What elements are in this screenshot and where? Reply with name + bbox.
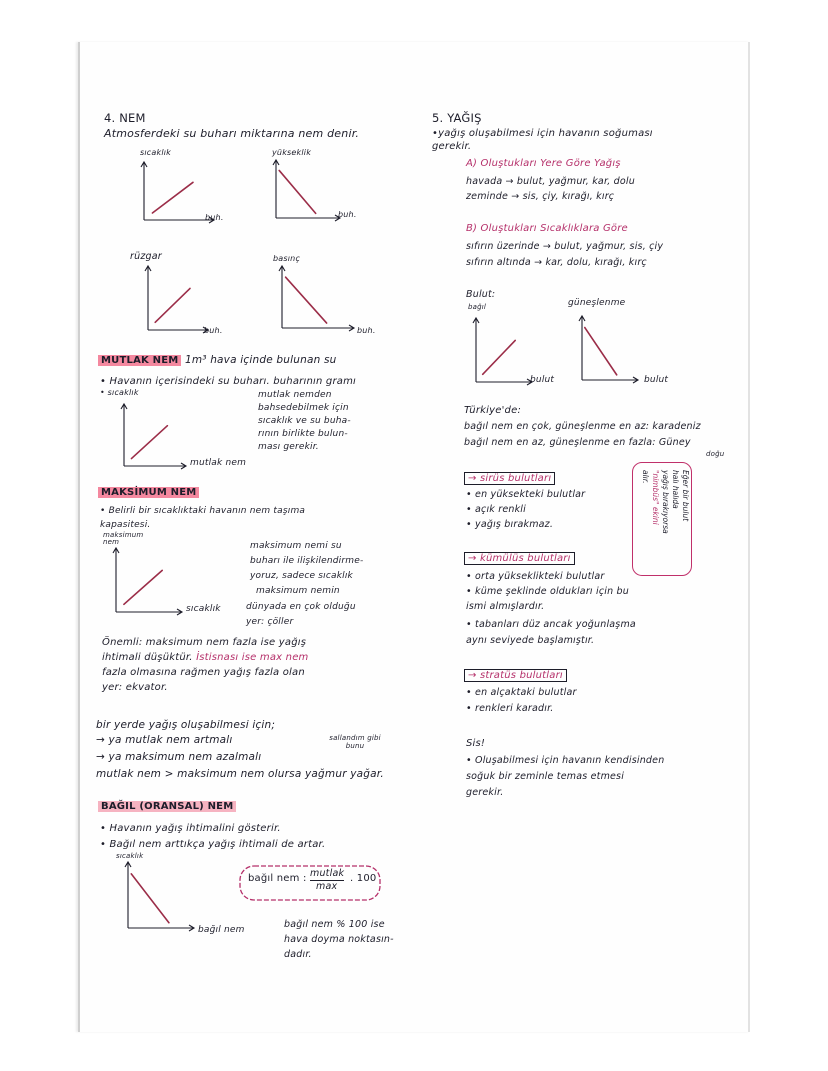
yagis-condition: mutlak nem > maksimum nem olursa yağmur yağar. <box>96 768 384 780</box>
onemli-text: ihtimali düşüktür. <box>102 652 193 663</box>
nimbus-note: halı halıda <box>671 470 680 509</box>
formula-multiplier: . 100 <box>350 873 377 884</box>
graph-trend-line <box>286 277 327 323</box>
stratus-line: • renkleri karadır. <box>466 703 554 714</box>
graph-trend-line <box>152 182 193 213</box>
onemli-exception: İstisnası ise max nem <box>196 652 309 663</box>
nimbus-note: alır. <box>641 470 650 484</box>
graph-xlabel: bulut <box>644 375 669 385</box>
graph-ylabel: bağıl <box>468 303 487 311</box>
kumulus-line: • orta yükseklikteki bulutlar <box>466 571 605 582</box>
maksimum-note: maksimum nemi su <box>250 541 342 551</box>
mutlak-bullet: • Havanın içerisindeki su buharı. buharının gramı <box>100 376 357 387</box>
sirus-line: • yağış bırakmaz. <box>466 519 554 530</box>
graph-xlabel: buh. <box>204 326 223 335</box>
formula-denominator: max <box>316 881 338 892</box>
onemli-line: Önemli: maksimum nem fazla ise yağış <box>102 637 307 648</box>
graph-xlabel: buh. <box>205 213 224 222</box>
turkiye-line: bağıl nem en çok, güneşlenme en az: karadeniz <box>464 421 701 432</box>
maksimum-note: dünyada en çok olduğu <box>246 602 356 612</box>
kumulus-line: • küme şeklinde oldukları için bu <box>466 586 629 597</box>
mutlak-nem-title: MUTLAK NEM <box>98 355 181 366</box>
kumulus-line: ismi almışlardır. <box>466 601 545 612</box>
bagil-note: hava doyma noktasın- <box>284 934 394 945</box>
bagil-note: bağıl nem % 100 ise <box>284 919 385 930</box>
nimbus-note: yağış bırakıyorsa <box>661 470 670 534</box>
yagis-condition: → ya mutlak nem artmalı <box>96 734 233 746</box>
graph-trend-line <box>483 340 515 374</box>
graph-trend-line <box>585 328 617 375</box>
mutlak-note: rının birlikte bulun- <box>258 429 348 439</box>
maksimum-nem-title: MAKSİMUM NEM <box>98 487 199 498</box>
graph-trend-line <box>131 874 169 923</box>
maksimum-note: buharı ile ilişkilendirme- <box>250 556 364 566</box>
side-note: sallandım gibi bunu <box>329 734 381 750</box>
sirus-line: • açık renkli <box>466 504 526 515</box>
sis-line: gerekir. <box>466 787 504 798</box>
nem-definition: Atmosferdeki su buharı miktarına nem denir. <box>104 127 360 140</box>
graph-xlabel: sıcaklık <box>186 604 221 614</box>
graph-ylabel: maksimum nem <box>103 531 144 546</box>
yagis-definition: •yağış oluşabilmesi için havanın soğuması <box>432 128 653 139</box>
graph-xlabel: mutlak nem <box>190 458 247 468</box>
formula-numerator: mutlak <box>310 868 345 879</box>
graph-trend-line <box>124 570 162 604</box>
b-line: sıfırın üzerinde → bulut, yağmur, sis, çiy <box>466 241 664 252</box>
sis-title: Sis! <box>466 738 486 749</box>
yagis-definition: gerekir. <box>432 141 472 152</box>
maksimum-note: yer: çöller <box>246 617 294 627</box>
bagil-bullet: • Bağıl nem arttıkça yağış ihtimali de artar. <box>100 839 326 850</box>
formula-label: bağıl nem : <box>248 873 307 884</box>
sirus-line: • en yüksekteki bulutlar <box>466 489 586 500</box>
graph-ylabel: • sıcaklık <box>100 388 139 397</box>
maksimum-note: yoruz, sadece sıcaklık <box>250 571 353 581</box>
stratus-label: → stratüs bulutları <box>464 669 567 682</box>
graph-ylabel: sıcaklık <box>116 852 144 860</box>
sis-line: soğuk bir zeminle temas etmesi <box>466 771 625 782</box>
section-title-yagis: 5. YAĞIŞ <box>432 111 482 125</box>
mutlak-note: sıcaklık ve su buha- <box>258 416 351 426</box>
graph-ylabel: basınç <box>273 254 301 263</box>
graph-trend-line <box>279 170 315 213</box>
turkiye-title: Türkiye'de: <box>464 405 522 416</box>
graph-ylabel: yükseklik <box>272 148 312 157</box>
onemli-line: fazla olmasına rağmen yağış fazla olan <box>102 667 305 678</box>
graph-ylabel: rüzgar <box>130 251 162 262</box>
maksimum-bullet: • Belirli bir sıcaklıktaki havanın nem taşıma <box>100 506 306 516</box>
sis-line: • Oluşabilmesi için havanın kendisinden <box>466 755 665 766</box>
maksimum-note: maksimum nemin <box>256 586 340 596</box>
section-title-nem: 4. NEM <box>104 111 146 125</box>
kumulus-line: • tabanları düz ancak yoğunlaşma <box>466 619 636 630</box>
graph-ylabel: güneşlenme <box>568 298 626 308</box>
mutlak-note: bahsedebilmek için <box>258 403 349 413</box>
yagis-condition: → ya maksimum nem azalmalı <box>96 751 262 763</box>
nimbus-note: "nimbüs" ekini <box>651 470 660 525</box>
nimbus-note: Eğer bir bulut <box>681 470 690 522</box>
graph-trend-line <box>155 288 190 322</box>
yagis-condition: bir yerde yağış oluşabilmesi için; <box>96 719 276 731</box>
graph-xlabel: bağıl nem <box>198 925 245 935</box>
kumulus-line: aynı seviyede başlamıştır. <box>466 635 595 646</box>
kumulus-label: → kümülüs bulutları <box>464 552 575 565</box>
graph-xlabel: buh. <box>357 326 376 335</box>
a-line: havada → bulut, yağmur, kar, dolu <box>466 176 635 187</box>
turkiye-line: bağıl nem en az, güneşlenme en fazla: Güney <box>464 437 691 448</box>
turkiye-line: doğu <box>706 450 725 458</box>
mutlak-note: ması gerekir. <box>258 442 319 452</box>
sirus-label: → sirüs bulutları <box>464 472 555 485</box>
graph-ylabel: sıcaklık <box>140 148 172 157</box>
mutlak-note: mutlak nemden <box>258 390 332 400</box>
graph-trend-line <box>131 426 167 459</box>
onemli-line: yer: ekvator. <box>102 682 168 693</box>
stratus-line: • en alçaktaki bulutlar <box>466 687 577 698</box>
subheading-b: B) Oluştukları Sıcaklıklara Göre <box>466 223 628 234</box>
b-line: sıfırın altında → kar, dolu, kırağı, kırç <box>466 257 647 268</box>
bagil-nem-title: BAĞIL (ORANSAL) NEM <box>98 801 236 812</box>
subheading-a: A) Oluştukları Yere Göre Yağış <box>466 158 621 169</box>
bagil-note: dadır. <box>284 949 312 960</box>
mutlak-nem-definition: 1m³ hava içinde bulunan su <box>184 354 337 366</box>
graph-title: Bulut: <box>466 289 496 300</box>
a-line: zeminde → sis, çiy, kırağı, kırç <box>466 191 615 202</box>
bagil-bullet: • Havanın yağış ihtimalini gösterir. <box>100 823 281 834</box>
maksimum-bullet: kapasitesi. <box>100 520 151 530</box>
graph-xlabel: buh. <box>338 210 357 219</box>
graph-xlabel: bulut <box>530 375 555 385</box>
